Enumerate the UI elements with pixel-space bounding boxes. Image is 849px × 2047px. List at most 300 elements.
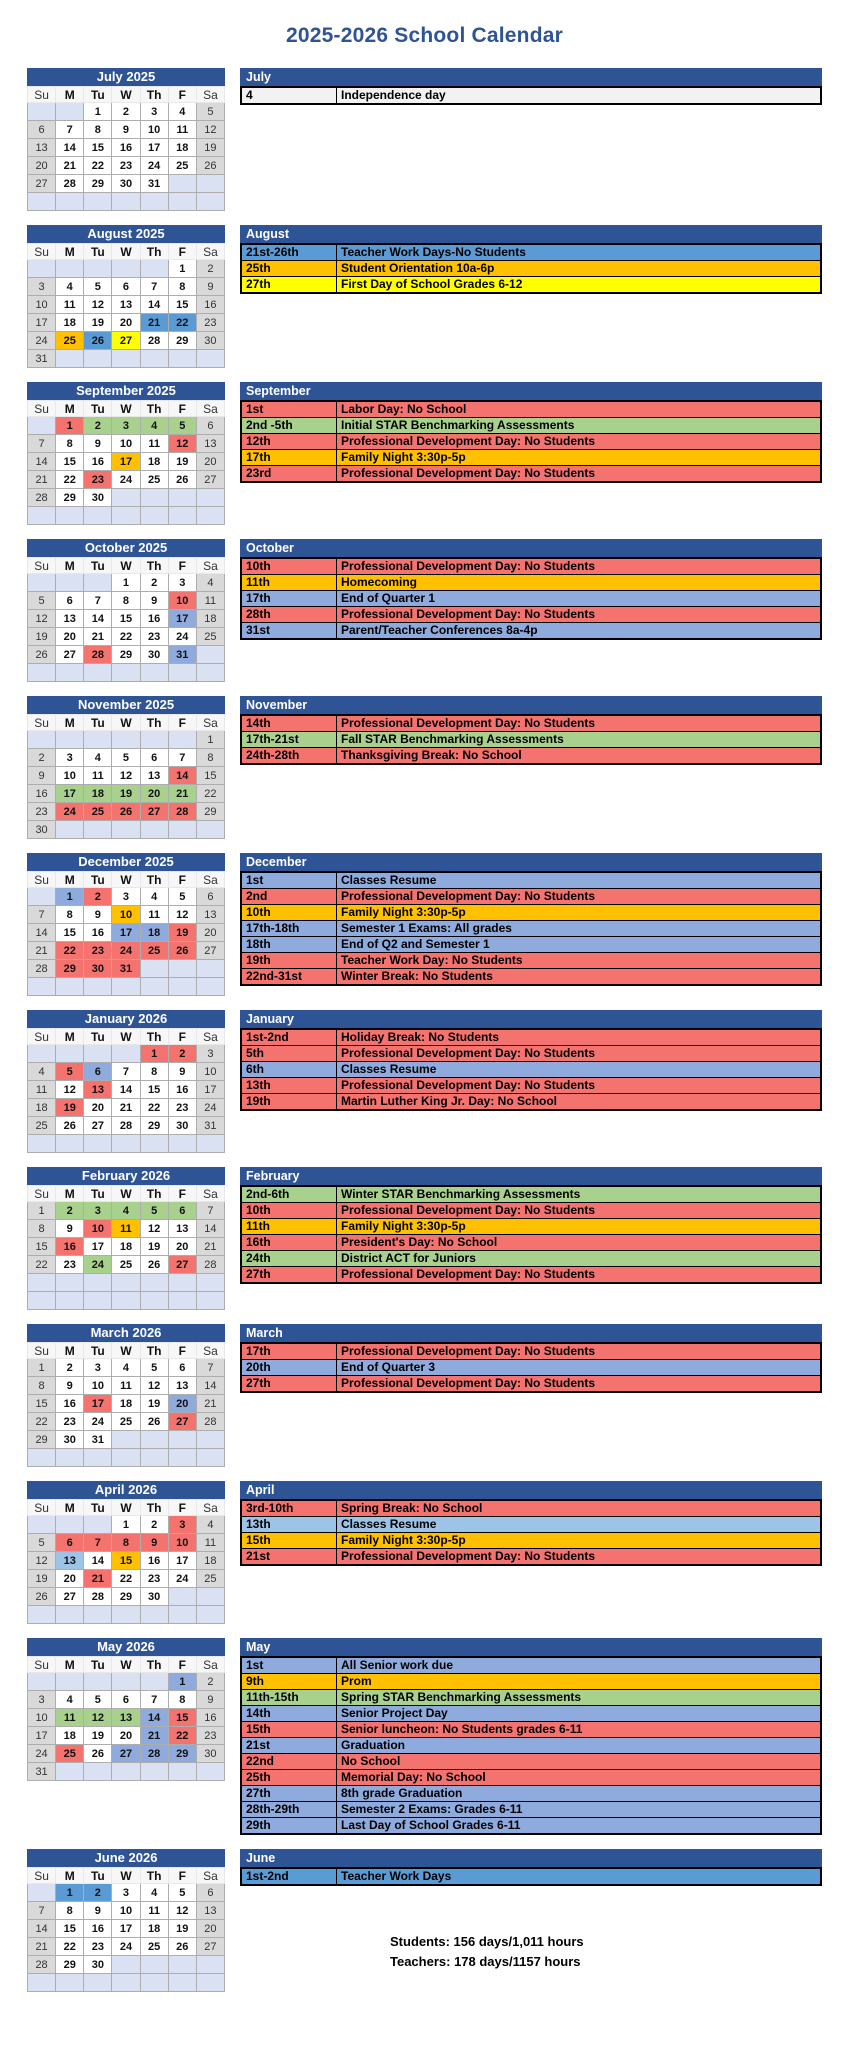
day-cell: 30 <box>140 1588 168 1606</box>
day-cell: 1 <box>56 1884 84 1902</box>
event-date: 25th <box>241 261 337 277</box>
day-cell: 7 <box>28 435 56 453</box>
week-row <box>28 1920 225 1938</box>
event-date: 1st <box>241 872 337 889</box>
day-cell: 12 <box>84 1709 112 1727</box>
empty-cell <box>196 1292 224 1310</box>
week-row <box>28 1395 225 1413</box>
day-cell: 19 <box>28 628 56 646</box>
day-cell: 17 <box>84 1238 112 1256</box>
day-cell: 30 <box>196 332 224 350</box>
empty-cell <box>112 1449 140 1467</box>
day-cell: 10 <box>168 1534 196 1552</box>
event-date: 2nd -5th <box>241 418 337 434</box>
empty-cell <box>56 1292 84 1310</box>
day-header-row <box>28 1868 225 1884</box>
event-label: Professional Development Day: No Students <box>337 1549 822 1566</box>
event-date: 11th <box>241 1219 337 1235</box>
event-date: 21st <box>241 1549 337 1566</box>
day-header: W <box>112 872 140 888</box>
day-cell: 27 <box>196 471 224 489</box>
day-cell: 30 <box>168 1117 196 1135</box>
day-header: M <box>56 87 84 103</box>
empty-cell <box>168 1763 196 1781</box>
event-table-december <box>240 853 822 986</box>
day-header: Tu <box>84 1868 112 1884</box>
week-row <box>28 1606 225 1624</box>
week-row <box>28 978 225 996</box>
day-header: Tu <box>84 1500 112 1516</box>
empty-cell <box>84 978 112 996</box>
day-cell: 4 <box>84 749 112 767</box>
event-row <box>241 1235 821 1251</box>
empty-cell <box>196 1956 224 1974</box>
empty-cell <box>140 978 168 996</box>
day-header: W <box>112 1500 140 1516</box>
event-date: 17th-18th <box>241 921 337 937</box>
day-cell: 16 <box>140 610 168 628</box>
day-cell: 8 <box>168 1691 196 1709</box>
day-cell: 26 <box>168 471 196 489</box>
empty-cell <box>28 1516 56 1534</box>
event-date: 19th <box>241 1094 337 1111</box>
day-cell: 3 <box>28 278 56 296</box>
day-cell: 2 <box>168 1045 196 1063</box>
week-row <box>28 1063 225 1081</box>
empty-cell <box>84 1274 112 1292</box>
event-date: 21st <box>241 1738 337 1754</box>
day-header: F <box>168 1500 196 1516</box>
day-cell: 9 <box>196 1691 224 1709</box>
day-cell: 14 <box>56 139 84 157</box>
day-cell: 5 <box>168 1884 196 1902</box>
empty-cell <box>168 489 196 507</box>
day-cell: 15 <box>112 610 140 628</box>
day-header: F <box>168 1029 196 1045</box>
event-label: Professional Development Day: No Students <box>337 1046 822 1062</box>
event-label: Prom <box>337 1674 822 1690</box>
calendar-title: August 2025 <box>27 225 225 243</box>
empty-cell <box>56 664 84 682</box>
day-cell: 7 <box>196 1359 224 1377</box>
day-cell: 26 <box>168 942 196 960</box>
day-header: Tu <box>84 1186 112 1202</box>
week-row <box>28 592 225 610</box>
event-row <box>241 1674 821 1690</box>
empty-cell <box>196 821 224 839</box>
event-label: Professional Development Day: No Students <box>337 1376 822 1393</box>
event-label: Parent/Teacher Conferences 8a-4p <box>337 623 822 640</box>
day-header: Th <box>140 1657 168 1673</box>
week-row <box>28 103 225 121</box>
day-cell: 6 <box>28 121 56 139</box>
day-cell: 6 <box>112 1691 140 1709</box>
empty-cell <box>196 646 224 664</box>
day-cell: 21 <box>140 1727 168 1745</box>
event-date: 28th-29th <box>241 1802 337 1818</box>
calendar-title: March 2026 <box>27 1324 225 1342</box>
event-row <box>241 466 821 483</box>
event-rows <box>240 871 822 986</box>
empty-cell <box>112 507 140 525</box>
day-cell: 5 <box>140 1359 168 1377</box>
empty-cell <box>28 260 56 278</box>
event-rows <box>240 557 822 640</box>
event-month-header: October <box>240 539 822 557</box>
day-cell: 22 <box>56 942 84 960</box>
day-cell: 29 <box>28 1431 56 1449</box>
empty-cell <box>196 1431 224 1449</box>
day-cell: 8 <box>196 749 224 767</box>
event-label: Family Night 3:30p-5p <box>337 905 822 921</box>
empty-cell <box>112 1673 140 1691</box>
day-header: W <box>112 401 140 417</box>
week-row <box>28 332 225 350</box>
event-date: 27th <box>241 1376 337 1393</box>
event-date: 20th <box>241 1360 337 1376</box>
event-date: 24th-28th <box>241 748 337 765</box>
day-cell: 29 <box>196 803 224 821</box>
week-row <box>28 1449 225 1467</box>
day-header: Su <box>28 1029 56 1045</box>
day-cell: 10 <box>112 435 140 453</box>
day-header: Th <box>140 872 168 888</box>
day-cell: 28 <box>168 803 196 821</box>
calendar-title: June 2026 <box>27 1849 225 1867</box>
day-cell: 27 <box>112 1745 140 1763</box>
day-header: W <box>112 87 140 103</box>
empty-cell <box>168 664 196 682</box>
day-header: Th <box>140 1868 168 1884</box>
day-cell: 1 <box>28 1359 56 1377</box>
event-row <box>241 1754 821 1770</box>
day-cell: 3 <box>168 1516 196 1534</box>
day-cell: 23 <box>84 942 112 960</box>
day-cell: 15 <box>168 296 196 314</box>
empty-cell <box>196 1606 224 1624</box>
event-label: Professional Development Day: No Students <box>337 1343 822 1360</box>
day-cell: 9 <box>84 906 112 924</box>
event-table-january <box>240 1010 822 1111</box>
day-cell: 26 <box>28 1588 56 1606</box>
day-cell: 4 <box>196 1516 224 1534</box>
day-cell: 13 <box>140 767 168 785</box>
day-cell: 16 <box>196 296 224 314</box>
day-cell: 18 <box>112 1395 140 1413</box>
event-row <box>241 558 821 575</box>
day-cell: 9 <box>168 1063 196 1081</box>
week-row <box>28 1274 225 1292</box>
month-section-july <box>27 68 822 211</box>
calendar-title: September 2025 <box>27 382 225 400</box>
event-row <box>241 748 821 765</box>
day-cell: 20 <box>112 314 140 332</box>
day-header: Th <box>140 401 168 417</box>
event-row <box>241 623 821 640</box>
event-date: 2nd <box>241 889 337 905</box>
week-row <box>28 803 225 821</box>
event-label: 8th grade Graduation <box>337 1786 822 1802</box>
empty-cell <box>140 350 168 368</box>
day-header: Tu <box>84 872 112 888</box>
day-cell: 2 <box>196 260 224 278</box>
day-cell: 1 <box>84 103 112 121</box>
day-cell: 27 <box>168 1413 196 1431</box>
day-cell: 21 <box>168 785 196 803</box>
day-cell: 10 <box>28 296 56 314</box>
empty-cell <box>112 350 140 368</box>
empty-cell <box>28 417 56 435</box>
day-cell: 16 <box>56 1238 84 1256</box>
day-cell: 16 <box>140 1552 168 1570</box>
day-cell: 7 <box>168 749 196 767</box>
event-date: 16th <box>241 1235 337 1251</box>
week-row <box>28 1691 225 1709</box>
day-cell: 4 <box>196 574 224 592</box>
event-label: End of Quarter 3 <box>337 1360 822 1376</box>
day-cell: 9 <box>140 592 168 610</box>
day-cell: 11 <box>196 1534 224 1552</box>
day-cell: 26 <box>84 332 112 350</box>
day-cell: 4 <box>140 417 168 435</box>
day-cell: 11 <box>112 1220 140 1238</box>
empty-cell <box>28 1045 56 1063</box>
day-cell: 15 <box>112 1552 140 1570</box>
day-cell: 18 <box>196 1552 224 1570</box>
empty-cell <box>112 978 140 996</box>
day-cell: 4 <box>140 888 168 906</box>
empty-cell <box>140 731 168 749</box>
day-cell: 11 <box>168 121 196 139</box>
month-section-january <box>27 1010 822 1153</box>
day-cell: 31 <box>28 1763 56 1781</box>
week-row <box>28 1763 225 1781</box>
day-cell: 25 <box>196 1570 224 1588</box>
day-cell: 25 <box>84 803 112 821</box>
day-cell: 6 <box>140 749 168 767</box>
event-month-header: February <box>240 1167 822 1185</box>
calendar-title: April 2026 <box>27 1481 225 1499</box>
day-cell: 21 <box>140 314 168 332</box>
event-month-header: December <box>240 853 822 871</box>
day-cell: 10 <box>168 592 196 610</box>
empty-cell <box>196 664 224 682</box>
day-cell: 23 <box>196 314 224 332</box>
day-cell: 31 <box>196 1117 224 1135</box>
empty-cell <box>56 1449 84 1467</box>
week-row <box>28 1552 225 1570</box>
empty-cell <box>56 1673 84 1691</box>
event-label: Spring Break: No School <box>337 1500 822 1517</box>
day-cell: 19 <box>168 453 196 471</box>
event-label: President's Day: No School <box>337 1235 822 1251</box>
day-header: W <box>112 1029 140 1045</box>
event-row <box>241 1186 821 1203</box>
event-date: 4 <box>241 87 337 104</box>
event-row <box>241 1078 821 1094</box>
event-rows <box>240 1185 822 1284</box>
day-cell: 2 <box>28 749 56 767</box>
event-label: Professional Development Day: No Students <box>337 466 822 483</box>
day-header-row <box>28 1343 225 1359</box>
day-header-row <box>28 1186 225 1202</box>
week-row <box>28 139 225 157</box>
day-cell: 16 <box>196 1709 224 1727</box>
day-header: M <box>56 1500 84 1516</box>
day-header: F <box>168 401 196 417</box>
day-cell: 28 <box>112 1117 140 1135</box>
day-cell: 22 <box>112 628 140 646</box>
day-cell: 14 <box>28 924 56 942</box>
week-row <box>28 1974 225 1992</box>
day-header: M <box>56 244 84 260</box>
day-cell: 2 <box>84 888 112 906</box>
day-cell: 3 <box>112 888 140 906</box>
day-cell: 22 <box>168 314 196 332</box>
day-cell: 28 <box>28 489 56 507</box>
empty-cell <box>168 350 196 368</box>
event-row <box>241 1376 821 1393</box>
day-cell: 19 <box>196 139 224 157</box>
day-header: F <box>168 244 196 260</box>
day-cell: 11 <box>140 1902 168 1920</box>
event-label: Family Night 3:30p-5p <box>337 450 822 466</box>
day-cell: 29 <box>56 1956 84 1974</box>
day-header: M <box>56 1186 84 1202</box>
day-cell: 24 <box>112 942 140 960</box>
event-table-june <box>240 1849 822 1972</box>
day-cell: 21 <box>28 1938 56 1956</box>
week-row <box>28 1292 225 1310</box>
day-cell: 3 <box>84 1359 112 1377</box>
day-cell: 31 <box>140 175 168 193</box>
empty-cell <box>56 1045 84 1063</box>
day-cell: 8 <box>84 121 112 139</box>
empty-cell <box>84 574 112 592</box>
day-cell: 5 <box>84 1691 112 1709</box>
week-row <box>28 749 225 767</box>
day-cell: 21 <box>84 628 112 646</box>
empty-cell <box>112 1763 140 1781</box>
event-label: Family Night 3:30p-5p <box>337 1533 822 1549</box>
day-header: Th <box>140 1029 168 1045</box>
day-cell: 18 <box>140 453 168 471</box>
calendar-grid <box>27 1867 225 1992</box>
day-cell: 1 <box>168 1673 196 1691</box>
day-header: Th <box>140 1186 168 1202</box>
day-cell: 30 <box>56 1431 84 1449</box>
day-cell: 1 <box>112 574 140 592</box>
event-date: 11th-15th <box>241 1690 337 1706</box>
day-header: W <box>112 244 140 260</box>
day-cell: 4 <box>112 1202 140 1220</box>
event-row <box>241 1657 821 1674</box>
day-cell: 12 <box>56 1081 84 1099</box>
calendar-title: January 2026 <box>27 1010 225 1028</box>
week-row <box>28 821 225 839</box>
week-row <box>28 960 225 978</box>
day-cell: 6 <box>196 417 224 435</box>
day-cell: 8 <box>140 1063 168 1081</box>
day-cell: 10 <box>196 1063 224 1081</box>
day-header: Th <box>140 244 168 260</box>
event-row <box>241 1533 821 1549</box>
day-header: Su <box>28 715 56 731</box>
week-row <box>28 1534 225 1552</box>
week-row <box>28 278 225 296</box>
day-cell: 25 <box>140 942 168 960</box>
day-header: W <box>112 1186 140 1202</box>
week-row <box>28 1673 225 1691</box>
event-row <box>241 889 821 905</box>
empty-cell <box>168 731 196 749</box>
event-rows <box>240 1028 822 1111</box>
day-cell: 20 <box>56 1570 84 1588</box>
calendar-grid <box>27 86 225 211</box>
day-cell: 18 <box>168 139 196 157</box>
day-header: Sa <box>196 1029 224 1045</box>
empty-cell <box>196 1274 224 1292</box>
day-cell: 26 <box>140 1413 168 1431</box>
day-cell: 4 <box>112 1359 140 1377</box>
event-label: End of Quarter 1 <box>337 591 822 607</box>
day-cell: 11 <box>140 435 168 453</box>
week-row <box>28 646 225 664</box>
day-cell: 11 <box>140 906 168 924</box>
day-cell: 18 <box>56 1727 84 1745</box>
empty-cell <box>56 1974 84 1992</box>
day-cell: 1 <box>168 260 196 278</box>
empty-cell <box>140 1673 168 1691</box>
event-label: Winter Break: No Students <box>337 969 822 986</box>
day-header: F <box>168 715 196 731</box>
mini-calendar-november <box>27 696 225 839</box>
day-cell: 21 <box>112 1099 140 1117</box>
event-label: Professional Development Day: No Students <box>337 1267 822 1284</box>
day-cell: 29 <box>112 646 140 664</box>
event-row <box>241 732 821 748</box>
day-header: Su <box>28 1343 56 1359</box>
day-cell: 16 <box>84 924 112 942</box>
day-cell: 25 <box>140 1938 168 1956</box>
event-date: 10th <box>241 558 337 575</box>
empty-cell <box>56 1606 84 1624</box>
empty-cell <box>168 821 196 839</box>
event-date: 22nd-31st <box>241 969 337 986</box>
event-date: 27th <box>241 277 337 294</box>
day-cell: 14 <box>140 1709 168 1727</box>
week-row <box>28 731 225 749</box>
week-row <box>28 574 225 592</box>
event-label: Student Orientation 10a-6p <box>337 261 822 277</box>
calendar-grid <box>27 557 225 682</box>
day-cell: 23 <box>168 1099 196 1117</box>
day-header: M <box>56 1657 84 1673</box>
day-cell: 28 <box>28 960 56 978</box>
week-row <box>28 1938 225 1956</box>
day-cell: 18 <box>196 610 224 628</box>
day-cell: 9 <box>56 1377 84 1395</box>
week-row <box>28 1081 225 1099</box>
empty-cell <box>168 1274 196 1292</box>
day-cell: 2 <box>84 1884 112 1902</box>
day-cell: 20 <box>112 1727 140 1745</box>
empty-cell <box>196 1449 224 1467</box>
day-cell: 14 <box>84 610 112 628</box>
empty-cell <box>28 193 56 211</box>
event-row <box>241 1219 821 1235</box>
event-date: 6th <box>241 1062 337 1078</box>
